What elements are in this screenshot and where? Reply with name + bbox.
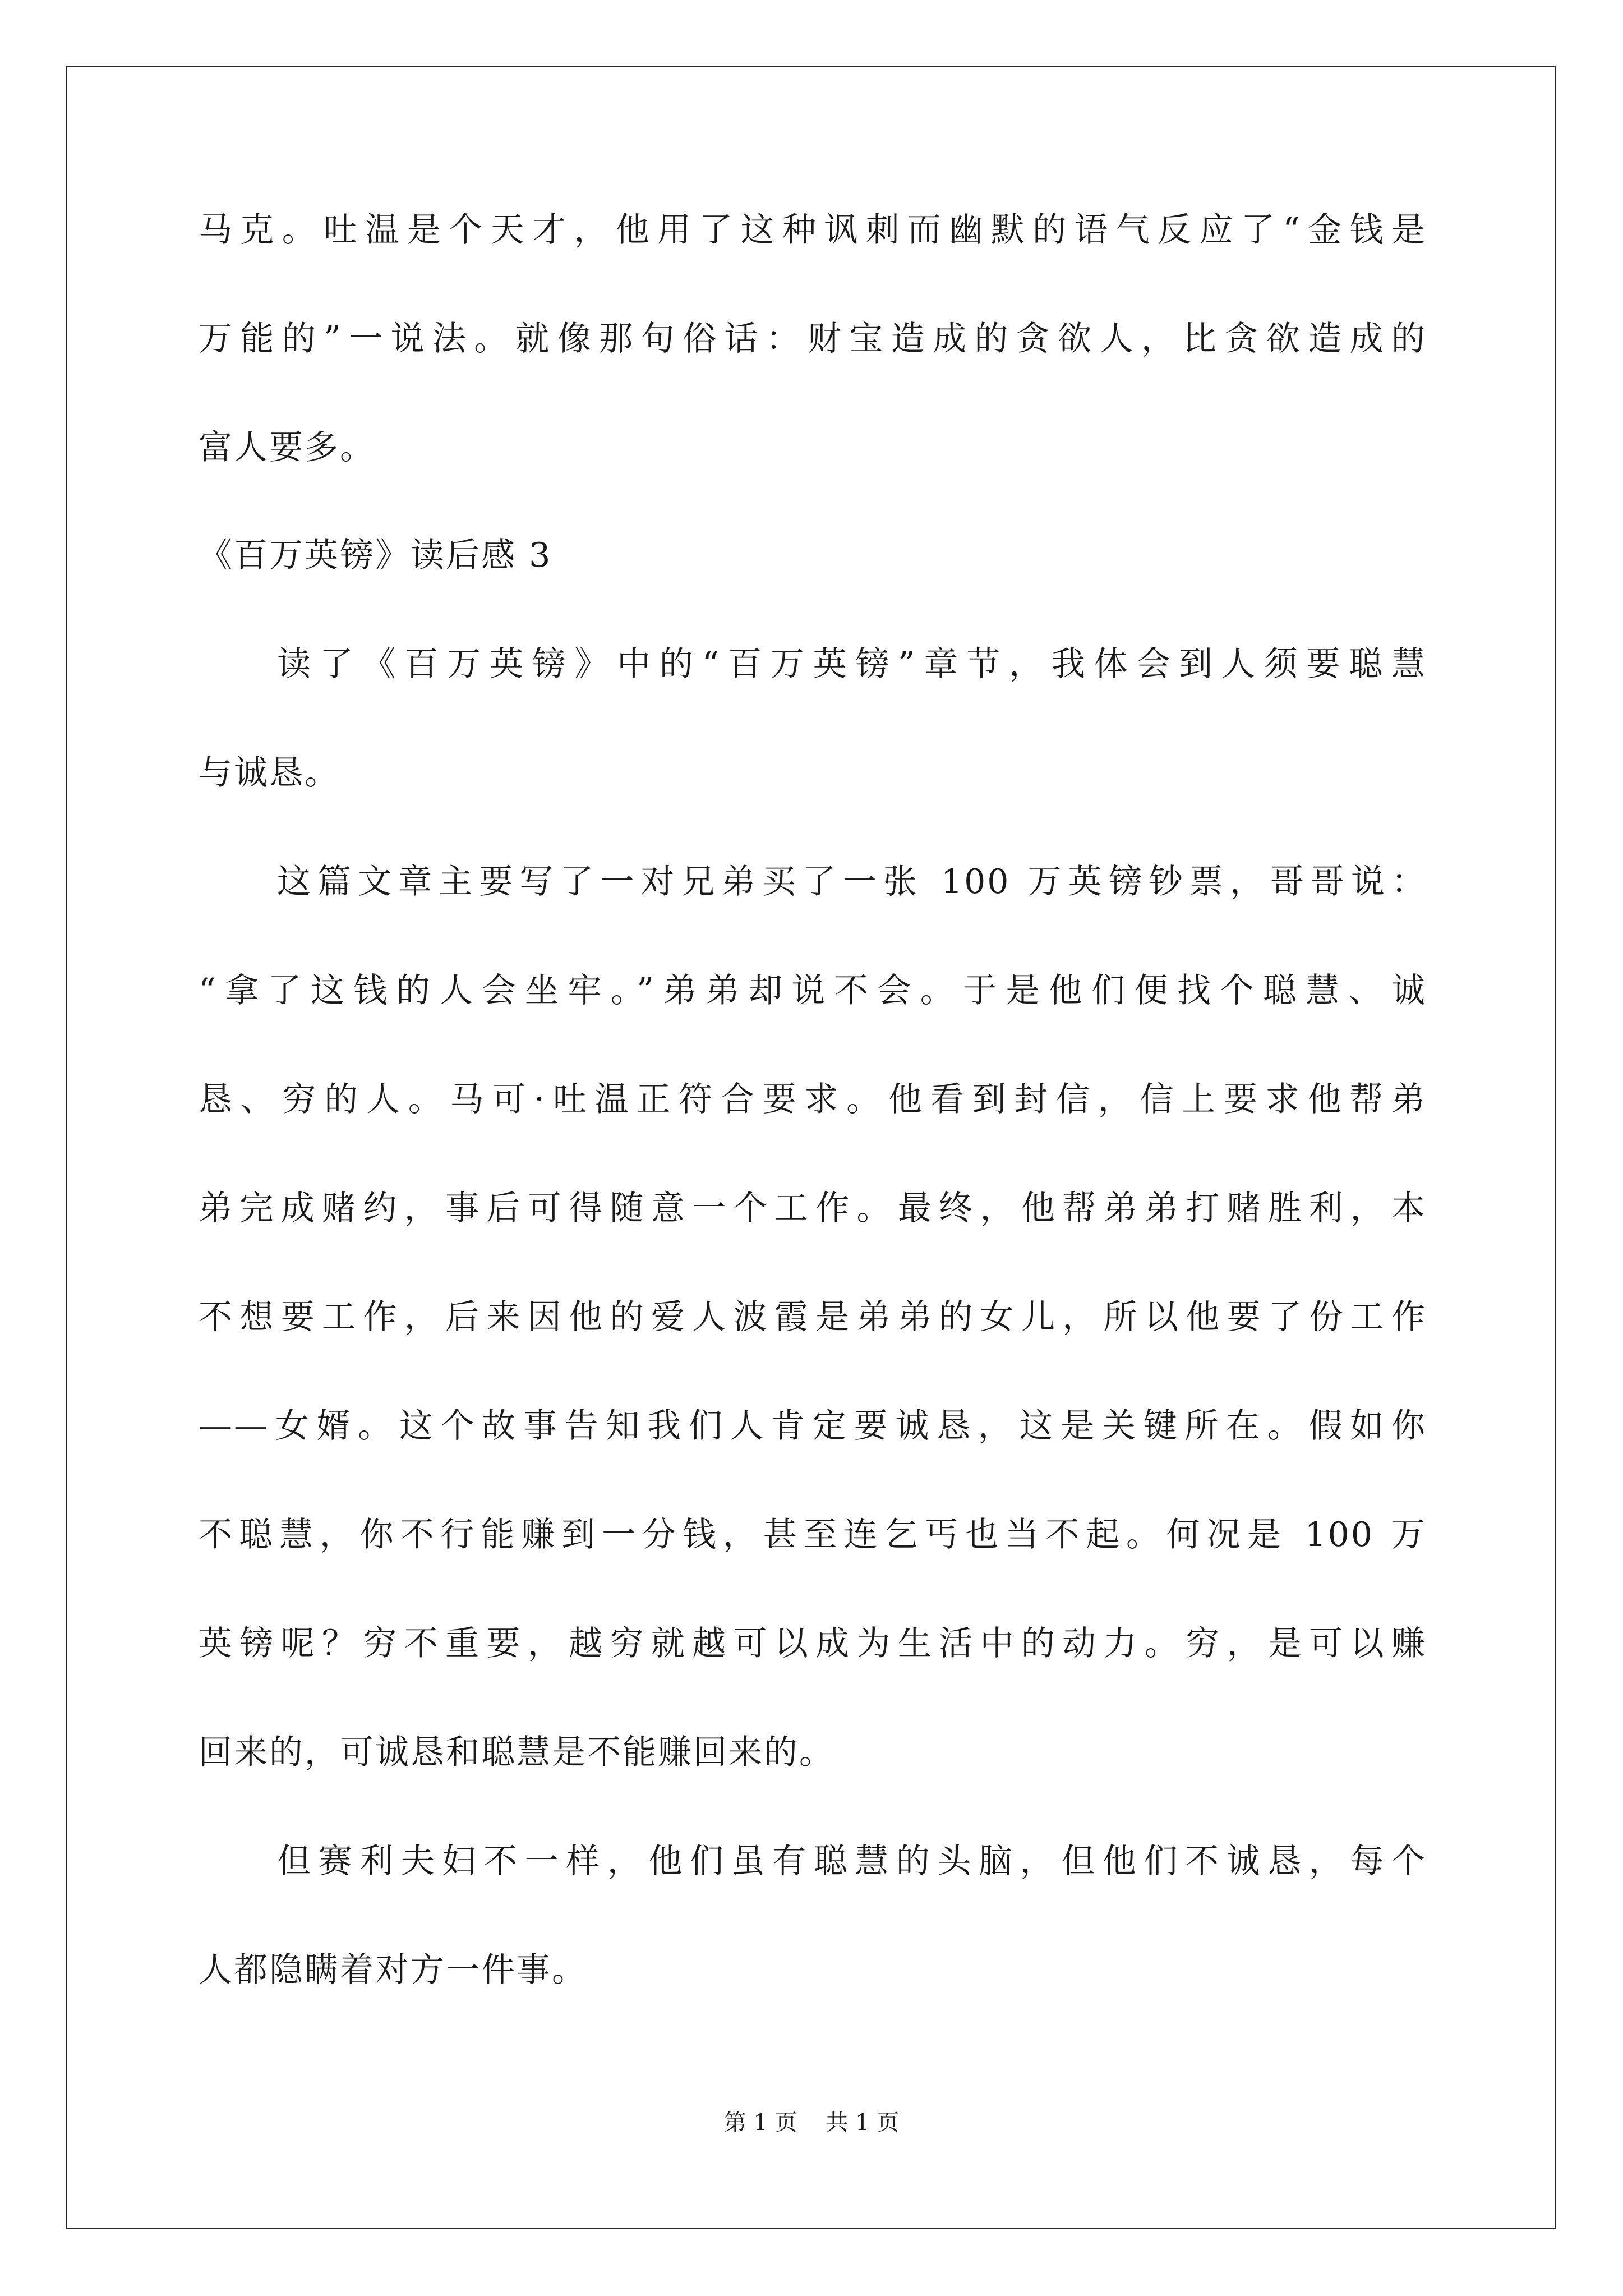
page-border — [66, 66, 1556, 2229]
text-line-12: ——女婿。这个故事告知我们人肯定要诚恳，这是关键所在。假如你 — [199, 1406, 1427, 1446]
text-line-15: 回来的，可诚恳和聪慧是不能赚回来的。 — [199, 1733, 834, 1772]
text-line-7: 这篇文章主要写了一对兄弟买了一张 100 万英镑钞票，哥哥说： — [277, 862, 1427, 901]
text-line-1: 马克。吐温是个天才，他用了这种讽刺而幽默的语气反应了“金钱是 — [199, 210, 1427, 250]
text-line-14: 英镑呢？穷不重要，越穷就越可以成为生活中的动力。穷，是可以赚 — [199, 1624, 1427, 1663]
text-line-6: 与诚恳。 — [199, 753, 340, 793]
text-line-13: 不聪慧，你不行能赚到一分钱，甚至连乞丐也当不起。何况是 100 万 — [199, 1515, 1427, 1554]
text-line-10: 弟完成赌约，事后可得随意一个工作。最终，他帮弟弟打赌胜利，本 — [199, 1189, 1427, 1228]
section-heading: 《百万英镑》读后感 3 — [199, 536, 552, 575]
text-line-2: 万能的”一说法。就像那句俗话：财宝造成的贪欲人，比贪欲造成的 — [199, 319, 1427, 358]
text-line-11: 不想要工作，后来因他的爱人波霞是弟弟的女儿，所以他要了份工作 — [199, 1297, 1427, 1337]
text-line-5: 读了《百万英镑》中的“百万英镑”章节，我体会到人须要聪慧 — [277, 645, 1427, 684]
page-footer: 第 1 页 共 1 页 — [723, 2110, 900, 2136]
text-line-9: 恳、穷的人。马可·吐温正符合要求。他看到封信，信上要求他帮弟 — [199, 1080, 1427, 1119]
text-line-16: 但赛利夫妇不一样，他们虽有聪慧的头脑，但他们不诚恳，每个 — [277, 1842, 1427, 1881]
text-line-3: 富人要多。 — [199, 428, 375, 467]
text-line-17: 人都隐瞒着对方一件事。 — [199, 1950, 587, 1990]
text-line-8: “拿了这钱的人会坐牢。”弟弟却说不会。于是他们便找个聪慧、诚 — [199, 971, 1427, 1010]
